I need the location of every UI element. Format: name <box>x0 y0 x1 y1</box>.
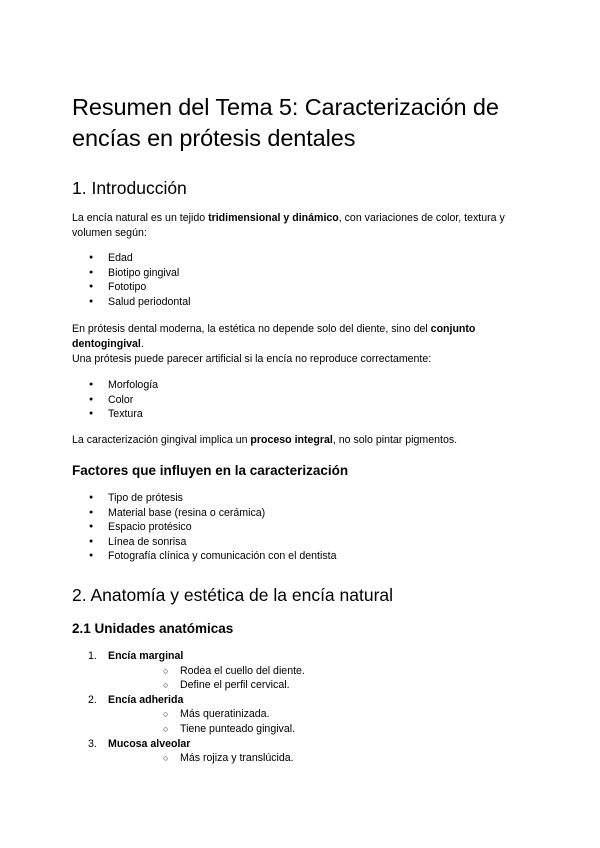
list-item: ● Tipo de prótesis <box>72 491 336 506</box>
subsection-heading-unidades: 2.1 Unidades anatómicas <box>72 621 234 636</box>
intro-paragraph-1 <box>72 211 532 241</box>
text-run: La caracterización gingival implica un <box>72 434 251 446</box>
document-title: Resumen del Tema 5: Caracterización de encías en prótesis dentales <box>72 94 499 151</box>
list-item: ● Morfología <box>72 378 158 393</box>
sub-list-item: ○ Tiene punteado gingival. <box>108 722 305 737</box>
factors-list-natural <box>72 251 190 309</box>
list-item: ● Textura <box>72 407 158 422</box>
list-item: ● Material base (resina o cerámica) <box>72 506 336 521</box>
list-number: 3. <box>88 737 97 750</box>
list-item: ● Fotografía clínica y comunicación con el dentista <box>72 549 336 564</box>
section-heading-anatomia: 2. Anatomía y estética de la encía natural <box>72 585 394 605</box>
text-run: La encía natural es un tejido <box>72 212 209 224</box>
sub-list <box>108 751 305 766</box>
artificial-aspects-list <box>72 378 158 422</box>
unit-name: Mucosa alveolar <box>108 737 191 750</box>
text-run: , no solo pintar pigmentos. <box>332 434 458 446</box>
list-item: ● Biotipo gingival <box>72 266 190 281</box>
list-number: 2. <box>88 693 97 706</box>
text-run: . <box>140 338 144 350</box>
list-item: ● Salud periodontal <box>72 295 190 310</box>
bold-text: conjunto dentogingival <box>72 323 476 350</box>
sub-list <box>108 664 305 693</box>
list-item: ● Color <box>72 393 158 408</box>
sub-list-item: ○ Define el perfil cervical. <box>108 678 305 693</box>
sub-list-item: ○ Rodea el cuello del diente. <box>108 664 305 679</box>
factors-heading: Factores que influyen en la caracterización <box>72 463 349 478</box>
intro-paragraph-3 <box>72 433 532 448</box>
bold-text: proceso integral <box>250 434 333 446</box>
list-item: ● Línea de sonrisa <box>72 535 336 550</box>
unit-name: Encía adherida <box>108 693 184 706</box>
list-number: 1. <box>88 650 97 662</box>
list-item: ● Espacio protésico <box>72 520 336 535</box>
characterization-factors-list <box>72 491 336 564</box>
sub-list-item: ○ Más queratinizada. <box>108 707 305 722</box>
intro-paragraph-2 <box>72 322 527 367</box>
anatomical-units-list <box>72 649 305 766</box>
unit-name: Encía marginal <box>108 650 184 662</box>
text-run: , con variaciones de color, textura y volumen según: <box>72 212 505 239</box>
sub-list-item: ○ Más rojiza y translúcida. <box>108 751 305 766</box>
list-item <box>72 693 305 737</box>
sub-list <box>108 707 305 736</box>
text-run: Una prótesis puede parecer artificial si la encía no reproduce correctamente: <box>72 353 432 365</box>
list-item: ● Fototipo <box>72 280 190 295</box>
section-heading-introduccion: 1. Introducción <box>72 178 187 198</box>
bold-text: tridimensional y dinámico <box>208 212 339 224</box>
list-item: ● Edad <box>72 251 190 266</box>
text-run: En prótesis dental moderna, la estética no depende solo del diente, sino del <box>72 323 431 335</box>
list-item <box>72 737 305 766</box>
list-item <box>72 649 305 693</box>
